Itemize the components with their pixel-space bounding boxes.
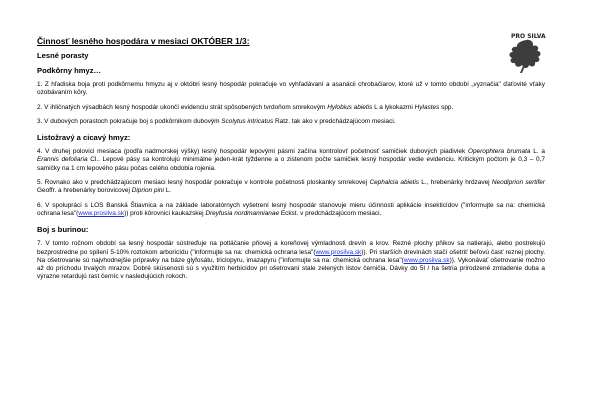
paragraph-4: 4. V druhej polovici mesiaca (podľa nadmorskej výšky) lesný hospodár lepovými pásmi začína kontrolovť početnosť samičiek dubových piadiviek Operophtera brumata L. a Erannis defoliaria Cl.. Lepové pásy sa kontrolujú minimálne jeden-krát týždenne a o zistenom počte samičiek lesný hospodár vedie evidenciu. Kritickým počtom je 0,3 – 0,7 samičky na 1 cm lepového pásu počas celého obdobia rojenia. bbox=[37, 148, 545, 172]
pro-silva-logo bbox=[502, 28, 550, 74]
section-heading-lesne-porasty: Lesné porasty bbox=[37, 51, 89, 60]
oak-leaf-icon bbox=[509, 40, 540, 73]
paragraph-2: 2. V ihličnatých výsadbách lesný hospodár ukončí evidenciu strát spôsobených tvrdoňom smrekovým Hylobius abietis L a lykokazmi Hylastes spp. bbox=[37, 103, 454, 111]
svg-text:PRO SILVA: PRO SILVA bbox=[511, 33, 546, 40]
section-heading-listozravy-hmyz: Listožravý a cicavý hmyz: bbox=[37, 133, 131, 143]
paragraph-6: 6. V spolupráci s LOS Banská Štiavnica a na základe laboratórnych vyšetrení lesný hospodár stanovuje mieru účinnosti aplikácie insekticídov ("informujte sa na: chemická ochrana lesa"(www.prosilva.sk)) proti kôrovnici kaukazskej Dreyfusia nordmannianae Eckst. v predchádzajúcom mesiaci. bbox=[37, 201, 545, 217]
prosilva-link[interactable]: www.prosilva.sk bbox=[315, 248, 362, 256]
paragraph-3: 3. V dubových porastoch pokračuje boj s podkôrnikom dubovým Scolytus intricatus Ratz. tak ako v predchádzajúcom mesiaci. bbox=[37, 117, 396, 125]
prosilva-link[interactable]: www.prosilva.sk bbox=[78, 209, 125, 217]
section-heading-boj-s-burinou: Boj s burinou: bbox=[37, 225, 89, 235]
prosilva-link[interactable]: www.prosilva.sk bbox=[403, 256, 450, 264]
section-heading-podkorny-hmyz: Podkôrny hmyz… bbox=[37, 66, 102, 75]
paragraph-1: 1. Z hľadiska boja proti podkôrnemu hmyzu aj v októbri lesný hospodár pokračuje vo vyhľadávaní a asanácii chrobačiarov, ktoré už v tomto období „vyznačia" ďaťovité vťaky ozobávaním kôry. bbox=[37, 81, 545, 97]
paragraph-7: 7. V tomto ročnom období sa lesný hospodár sústreďuje na potláčanie pňovej a koreňovej výmladnosti drevín a krov. Rezné plochy pňikov sa natierajú, alebo postrekujú bezprostredne po spílení 5-10% roztokom arboricídu ("informujte sa na: chemická ochrana lesa"(www.prosilva.sk)). Pri starších drevinách stačí ošetriť beľovú časť reznej plochy. Na ošetrovanie sú najvhodnejšie prípravky na báze glyfosátu, triclopyru, imazapyru ("informujte sa na: chemická ochrana lesa"(www.prosilva.sk)). Vykonávať ošetrovanie možno až do príchodu trvalých mrazov. Dobré skúsenosti sú s využitím herbicídov pri ošetrovaní stale zelených listov černičia. Dávky do 5l / ha šetria prirodzené zmladenie duba a výrazne retardujú rast černíc v nasledujúcich rokoch. bbox=[37, 240, 546, 281]
paragraph-5: 5. Rovnako ako v predchádzajúcom mesiaci lesný hospodár pokračuje v kontrole početnosti ploskanky smrekovej Cephalcia abietis L., hrebenárky hrdzavej Neodiprion sertifer Geoffr. a hrebenárky borovicovej Diprion pini L. bbox=[37, 179, 545, 195]
page-title: Činnosť lesného hospodára v mesiaci OKTÓBER 1/3: bbox=[37, 36, 250, 46]
